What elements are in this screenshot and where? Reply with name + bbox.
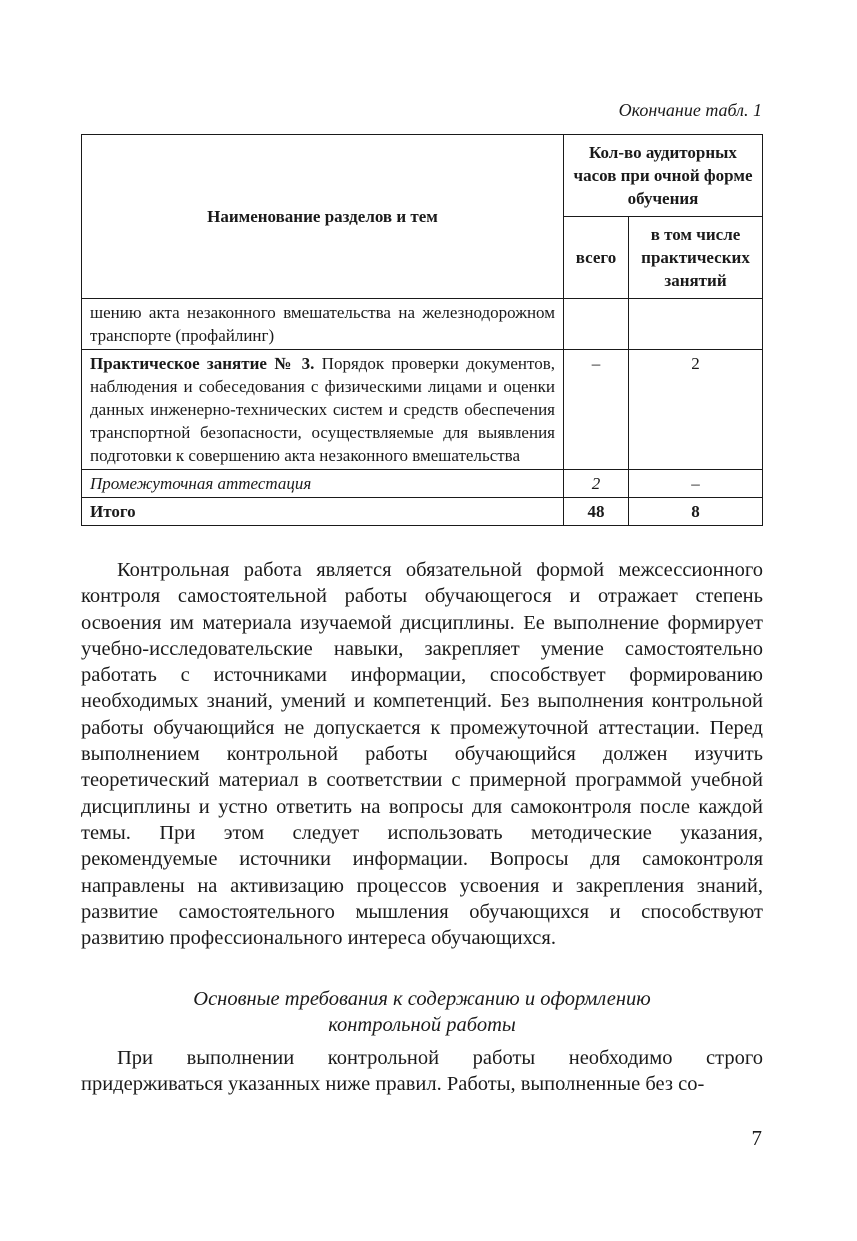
row-topic-text: Промежуточная аттестация	[82, 470, 564, 498]
row-practical	[629, 299, 763, 350]
heading-line-1: Основные требования к содержанию и оформлению	[193, 988, 651, 1010]
row-practical-lesson	[82, 350, 564, 470]
row-total: –	[564, 350, 629, 470]
body-paragraph-1	[81, 557, 763, 951]
body-paragraph-2	[81, 1045, 763, 1098]
page-number: 7	[751, 1126, 762, 1150]
table-row	[82, 350, 763, 470]
row-topic-text: шению акта незаконного вмешательства на железнодорожном транспорте (профайлинг)	[82, 299, 564, 350]
header-total: всего	[564, 217, 629, 299]
table-row	[82, 470, 763, 498]
row-total: 2	[564, 470, 629, 498]
header-hours: Кол-во аудиторных часов при очной форме обучения	[564, 135, 763, 217]
section-heading	[81, 986, 763, 1038]
row-total	[564, 299, 629, 350]
row-bold-prefix: Практическое занятие № 3.	[90, 354, 315, 373]
paragraph-text: При выполнении контрольной работы необходимо строго придерживаться указанных ниже правил. Работы, выполненные без со-	[81, 1047, 763, 1096]
table-caption: Окончание табл. 1	[618, 100, 762, 120]
table-total-row	[82, 498, 763, 526]
row-practical: –	[629, 470, 763, 498]
heading-line-2: контрольной работы	[328, 1014, 516, 1036]
paragraph-text: Контрольная работа является обязательной формой межсессионного контроля самостоятельной работы обучающегося и отражает степень освоения им материала изучаемой дисциплины. Ее выполнение формирует учебно-исследовательские навыки, закрепляет умение самостоятельно работать с источниками информации, способствует формированию необходимых знаний, умений и компетенций. Без выполнения контрольной работы обучающийся не допускается к промежуточной аттестации. Перед выполнением контрольной работы обучающийся должен изучить теоретический материал в соответствии с примерной программой учебной дисциплины и устно ответить на вопросы для самоконтроля после каждой темы. При этом следует использовать методические указания, рекомендуемые источники информации. Вопросы для самоконтроля направлены на активизацию процессов усвоения и закрепления знаний, развитие самостоятельного мышления обучающихся и способствуют развитию профессионального интереса обучающихся.	[81, 559, 763, 950]
header-practical: в том числе практических занятий	[629, 217, 763, 299]
hours-table	[81, 134, 763, 526]
row-topic-text: Порядок проверки документов, наблюдения и собеседования с физическими лицами и оценки данных инженерно-технических систем и средств обеспечения транспортной безопасности, осуществляемые для выявления подготовки к совершению акта незаконного вмешательства	[90, 354, 555, 465]
header-section-name: Наименование разделов и тем	[82, 135, 564, 299]
row-total: 48	[564, 498, 629, 526]
row-topic-text: Итого	[82, 498, 564, 526]
table-row	[82, 299, 763, 350]
row-practical: 8	[629, 498, 763, 526]
table-header-row	[82, 135, 763, 217]
row-practical: 2	[629, 350, 763, 470]
